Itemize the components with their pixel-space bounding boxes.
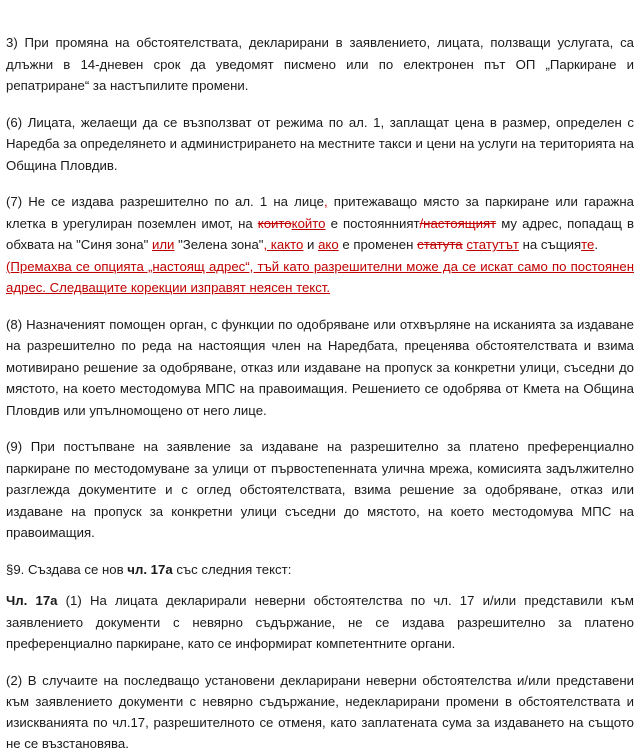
p7-text-9: на същия [518,237,582,252]
deleted-text: /настоящият [419,215,497,231]
inserted-text: , [323,194,328,209]
p7-text-3: е постоянният [325,215,420,231]
inserted-text: ако [318,237,339,252]
article-17a-text-1: (1) На лицата декларирали неверни обстоятелства по чл. 17 и/или представили към заявлението документи с невярно съдържание, не се издава разрешително за платено преференциално паркиране, като се информират компетентните органи. [6,593,634,651]
inserted-text: статутът [466,237,519,252]
paragraph-6: (6) Лицата, желаещи да се възползват от режима по ал. 1, заплащат цена в размер, определен с Наредба за определянето и администрирането на местните такси и цени на услуги на територията на Община Пловдив. [6,114,634,173]
section-9-suffix: със следния текст: [172,561,292,577]
p7-text-2: притежаващо място за паркиране или гаражна клетка в урегулиран поземлен имот, на [6,194,634,231]
deleted-text: статута [417,237,463,252]
p7-text-5: "Зелена зона" [174,237,264,252]
article-17a-paragraph-2: (2) В случаите на последващо установени декларирани неверни обстоятелства и/или представени към заявлението документи с невярно съдържание, недекларирани промени в обстоятелствата и изискванията по чл.17, разрешителното се отменя, като заплатената сума за издаването на същото не се възстановява. [6,672,634,751]
paragraph-9: (9) При постъпване на заявление за издаване на разрешително за платено преференциално паркиране по местодомуване за улици от първостепенната улична мрежа, комисията задължително разглежда документите и с оглед обстоятелствата, взима решение за одобряване, отказ или издаване на пропуск за конкретни улици съседни до мястото, на което местодомува МПС на правоимащия. [6,439,634,540]
p7-text-4: му адрес, попадащ в обхвата на "Синя зона" [6,215,634,252]
p7-text-1: (7) Не се издава разрешително по ал. 1 на лице [6,194,324,209]
inserted-text: или [151,237,175,252]
section-9-prefix: §9. Създава се нов [6,561,128,577]
paragraph-7 [6,191,634,299]
p7-text-6: и [303,237,319,252]
inserted-text: , както [263,237,304,252]
paragraph-3: 3) При промяна на обстоятелствата, декларирани в заявлението, лицата, ползващи услугата, са длъжни в 14-дневен срок да уведомят писмено или по електронен път ОП „Паркиране и репатриране“ за настъпилите промени. [6,35,634,93]
deleted-text: които [257,215,292,231]
p7-text-7: е променен [338,237,418,252]
inserted-text: който [291,215,326,231]
section-9-heading [6,559,634,581]
paragraph-8: (8) Назначеният помощен орган, с функции по одобряване или отхвърляне на исканията за издаване на разрешително по реда на настоящия член на Наредбата, преценява обстоятелствата и взима мотивирано решение за одобряване, отказ или издаване на пропуск за конкретни улици, съседни до мястото, на което местодомува МПС на правоимащия. Решението се одобрява от Кмета на Община Пловдив или упълномощено от него лице. [6,316,634,418]
article-17a-label: Чл. 17а [6,593,58,608]
article-17a-paragraph-1 [6,590,634,655]
section-9-article: чл. 17а [127,561,173,577]
inserted-text: те [581,237,595,252]
revision-note: (Премахва се опцията „настоящ адрес“, тъй като разрешителни може да се искат само по постоянен адрес. Следващите корекции изправят неясен текст. [6,258,634,295]
p7-text-10: . [594,237,598,252]
